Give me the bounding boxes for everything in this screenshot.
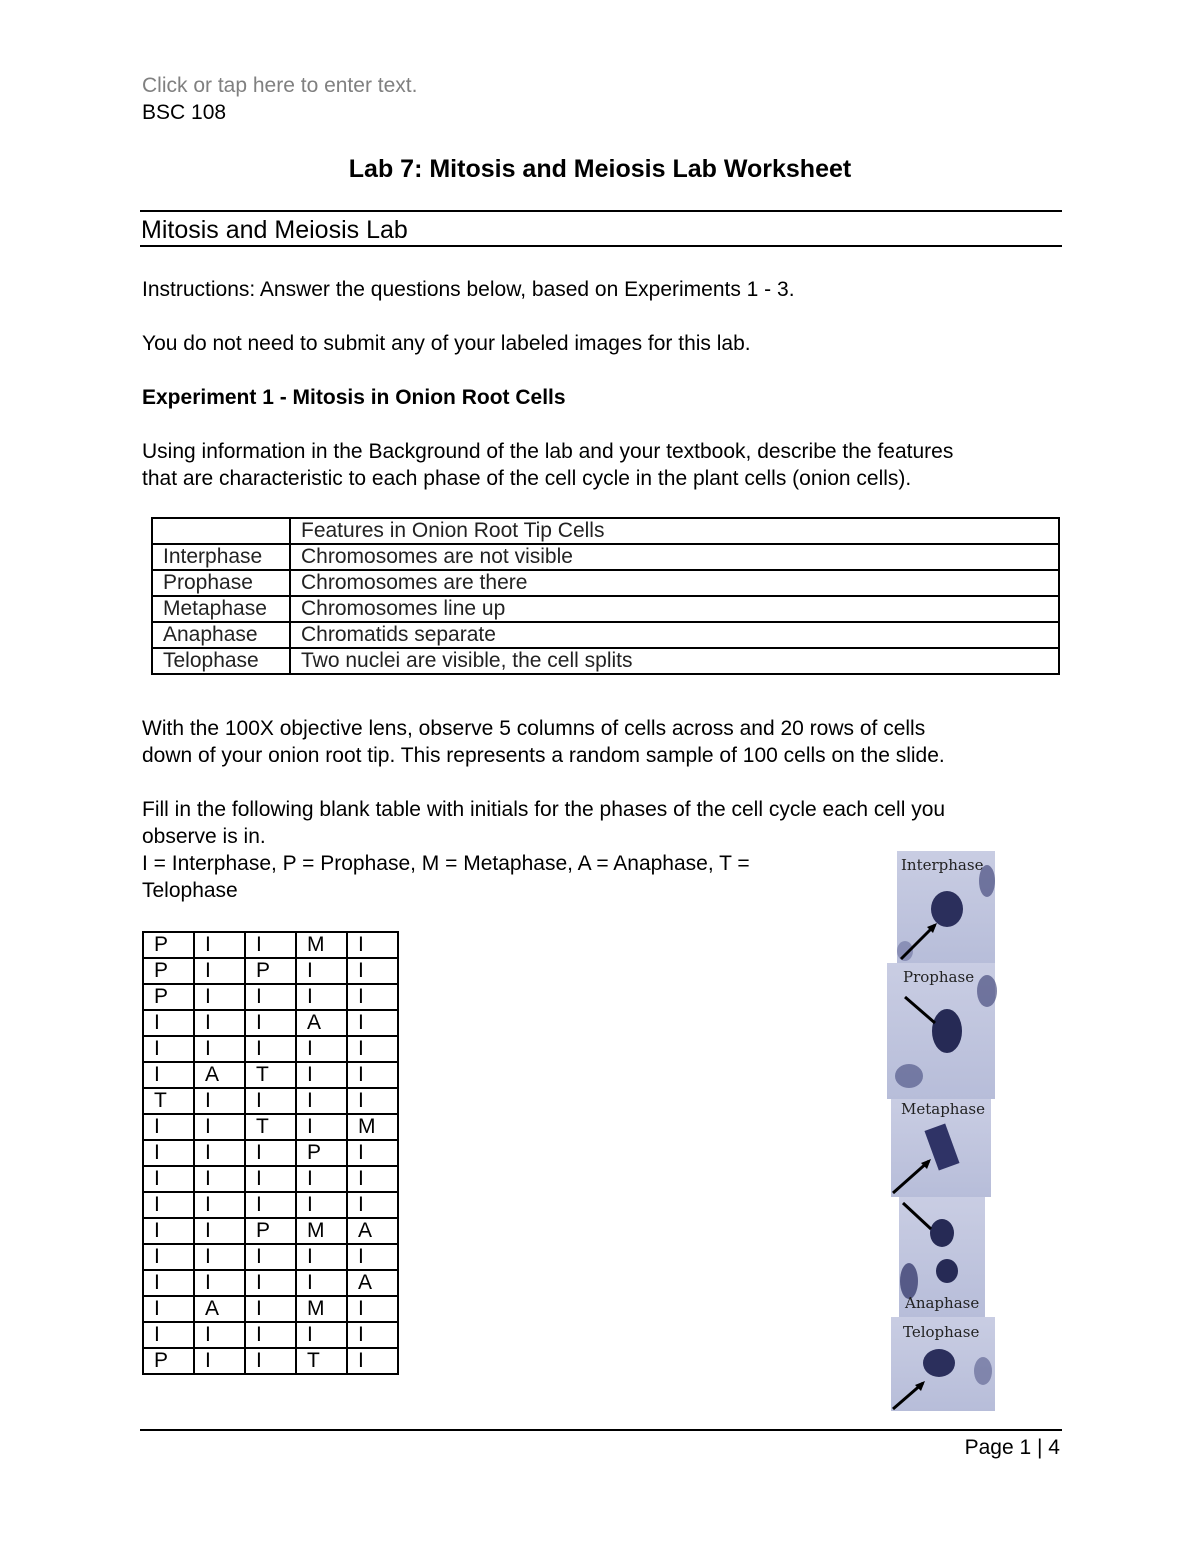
grid-cell[interactable]: I — [194, 1348, 245, 1374]
features-row — [152, 544, 1059, 570]
grid-cell[interactable]: I — [245, 1192, 296, 1218]
grid-cell[interactable]: I — [194, 1114, 245, 1140]
phase-name: Prophase — [152, 570, 290, 596]
phase-feature[interactable]: Chromatids separate — [290, 622, 1059, 648]
grid-cell[interactable]: I — [194, 1244, 245, 1270]
grid-cell[interactable]: P — [143, 958, 194, 984]
telophase-nucleus — [923, 1349, 955, 1377]
cell-observation-grid — [142, 931, 399, 1375]
grid-cell[interactable]: I — [245, 984, 296, 1010]
grid-cell[interactable]: I — [194, 1270, 245, 1296]
grid-cell[interactable]: P — [143, 932, 194, 958]
micrograph-label-telophase: Telophase — [903, 1323, 980, 1341]
grid-cell[interactable]: A — [194, 1296, 245, 1322]
section-top-rule — [140, 210, 1062, 212]
grid-cell[interactable]: I — [143, 1010, 194, 1036]
page-title: Lab 7: Mitosis and Meiosis Lab Worksheet — [348, 155, 852, 183]
anaphase-chromatids-top — [930, 1219, 954, 1247]
micrograph-label-anaphase: Anaphase — [905, 1294, 980, 1312]
grid-row — [143, 1166, 398, 1192]
grid-cell[interactable]: I — [245, 1244, 296, 1270]
grid-row — [143, 1140, 398, 1166]
micrograph-label-interphase: Interphase — [901, 856, 984, 874]
grid-row — [143, 1062, 398, 1088]
grid-cell[interactable]: I — [347, 1140, 398, 1166]
features-row — [152, 648, 1059, 674]
grid-cell[interactable]: M — [347, 1114, 398, 1140]
grid-cell[interactable]: I — [296, 1036, 347, 1062]
grid-cell[interactable]: I — [296, 984, 347, 1010]
grid-cell[interactable]: I — [143, 1218, 194, 1244]
phase-name: Interphase — [152, 544, 290, 570]
grid-cell[interactable]: A — [194, 1062, 245, 1088]
grid-cell[interactable]: I — [194, 1322, 245, 1348]
grid-cell[interactable]: I — [296, 1322, 347, 1348]
grid-cell[interactable]: I — [296, 1192, 347, 1218]
section-bottom-rule — [140, 245, 1062, 247]
phase-legend-line-1: I = Interphase, P = Prophase, M = Metaphase, A = Anaphase, T = — [142, 852, 750, 875]
grid-cell[interactable]: A — [347, 1270, 398, 1296]
section-title: Mitosis and Meiosis Lab — [141, 216, 408, 244]
grid-row — [143, 1348, 398, 1374]
grid-row — [143, 1088, 398, 1114]
grid-cell[interactable]: I — [194, 1218, 245, 1244]
grid-cell[interactable]: I — [245, 1010, 296, 1036]
grid-cell[interactable]: M — [296, 1296, 347, 1322]
grid-cell[interactable]: I — [347, 1036, 398, 1062]
phase-name: Telophase — [152, 648, 290, 674]
grid-cell[interactable]: I — [347, 1296, 398, 1322]
grid-row — [143, 1296, 398, 1322]
grid-cell[interactable]: P — [143, 1348, 194, 1374]
interphase-nucleus — [931, 891, 963, 927]
grid-cell[interactable]: I — [245, 1322, 296, 1348]
grid-cell[interactable]: I — [245, 1140, 296, 1166]
grid-cell[interactable]: I — [194, 1010, 245, 1036]
phase-name: Metaphase — [152, 596, 290, 622]
phase-feature[interactable]: Chromosomes line up — [290, 596, 1059, 622]
grid-cell[interactable]: P — [143, 984, 194, 1010]
micrograph-label-prophase: Prophase — [903, 968, 975, 986]
grid-cell[interactable]: I — [143, 1270, 194, 1296]
grid-row — [143, 1244, 398, 1270]
grid-cell[interactable]: I — [143, 1036, 194, 1062]
grid-cell[interactable]: P — [245, 958, 296, 984]
grid-cell[interactable]: I — [194, 932, 245, 958]
grid-cell[interactable]: I — [194, 1140, 245, 1166]
grid-row — [143, 1322, 398, 1348]
features-header[interactable]: Features in Onion Root Tip Cells — [290, 518, 1059, 544]
prophase-nucleus — [932, 1009, 962, 1053]
grid-cell[interactable]: I — [296, 1088, 347, 1114]
grid-cell[interactable]: M — [296, 1218, 347, 1244]
grid-cell[interactable]: I — [143, 1166, 194, 1192]
phase-name: Anaphase — [152, 622, 290, 648]
question-line-1: Using information in the Background of the lab and your textbook, describe the features — [142, 440, 954, 463]
grid-row — [143, 1218, 398, 1244]
grid-row — [143, 1192, 398, 1218]
grid-cell[interactable]: I — [245, 932, 296, 958]
grid-row — [143, 932, 398, 958]
grid-cell[interactable]: T — [245, 1114, 296, 1140]
grid-cell[interactable]: I — [347, 1244, 398, 1270]
phase-legend-line-2: Telophase — [142, 879, 238, 902]
phase-feature[interactable]: Two nuclei are visible, the cell splits — [290, 648, 1059, 674]
features-row — [152, 596, 1059, 622]
grid-cell[interactable]: T — [245, 1062, 296, 1088]
grid-cell[interactable]: A — [296, 1010, 347, 1036]
grid-cell[interactable]: I — [245, 1166, 296, 1192]
grid-cell[interactable]: I — [143, 1062, 194, 1088]
grid-cell[interactable]: I — [347, 1010, 398, 1036]
no-submit-note: You do not need to submit any of your labeled images for this lab. — [142, 332, 751, 355]
fill-line-2: observe is in. — [142, 825, 266, 848]
grid-cell[interactable]: I — [296, 1244, 347, 1270]
grid-cell[interactable]: I — [245, 1348, 296, 1374]
grid-cell[interactable]: P — [296, 1140, 347, 1166]
page-number: Page 1 | 4 — [964, 1436, 1060, 1459]
grid-cell[interactable]: I — [143, 1140, 194, 1166]
micrograph-label-metaphase: Metaphase — [901, 1100, 985, 1118]
grid-cell[interactable]: I — [245, 1088, 296, 1114]
grid-cell[interactable]: I — [194, 958, 245, 984]
grid-cell[interactable]: T — [143, 1088, 194, 1114]
observe-line-1: With the 100X objective lens, observe 5 columns of cells across and 20 rows of cells — [142, 717, 926, 740]
grid-cell[interactable]: I — [296, 1114, 347, 1140]
grid-row — [143, 958, 398, 984]
phase-feature[interactable]: Chromosomes are there — [290, 570, 1059, 596]
grid-cell[interactable]: I — [296, 1166, 347, 1192]
grid-row — [143, 1036, 398, 1062]
grid-cell[interactable]: I — [194, 1088, 245, 1114]
features-row — [152, 570, 1059, 596]
grid-cell[interactable]: I — [245, 1270, 296, 1296]
text-placeholder[interactable]: Click or tap here to enter text. — [142, 74, 418, 97]
grid-row — [143, 1270, 398, 1296]
grid-cell[interactable]: T — [296, 1348, 347, 1374]
grid-cell[interactable]: I — [245, 1036, 296, 1062]
grid-cell[interactable]: M — [296, 932, 347, 958]
grid-cell[interactable]: I — [143, 1322, 194, 1348]
grid-cell[interactable]: I — [347, 958, 398, 984]
course-code: BSC 108 — [142, 101, 227, 124]
grid-cell[interactable]: I — [347, 1322, 398, 1348]
grid-row — [143, 1114, 398, 1140]
anaphase-chromatids-bottom — [936, 1259, 958, 1283]
grid-cell[interactable]: I — [347, 984, 398, 1010]
grid-row — [143, 984, 398, 1010]
grid-row — [143, 1010, 398, 1036]
observe-line-2: down of your onion root tip. This represents a random sample of 100 cells on the slide. — [142, 744, 945, 767]
grid-cell[interactable]: I — [143, 1192, 194, 1218]
features-header-row — [152, 518, 1059, 544]
experiment-1-heading: Experiment 1 - Mitosis in Onion Root Cells — [142, 386, 566, 409]
grid-cell[interactable]: I — [194, 984, 245, 1010]
grid-cell[interactable]: I — [347, 1062, 398, 1088]
features-table — [151, 517, 1060, 675]
grid-cell[interactable]: I — [194, 1192, 245, 1218]
grid-cell[interactable]: I — [143, 1244, 194, 1270]
micrograph-strip — [887, 851, 1007, 1411]
features-header-blank — [152, 518, 290, 544]
grid-cell[interactable]: P — [245, 1218, 296, 1244]
grid-cell[interactable]: I — [296, 1062, 347, 1088]
grid-cell[interactable]: I — [194, 1166, 245, 1192]
grid-cell[interactable]: I — [347, 1088, 398, 1114]
footer-rule — [140, 1429, 1062, 1431]
grid-cell[interactable]: I — [143, 1114, 194, 1140]
grid-cell[interactable]: I — [347, 1348, 398, 1374]
phase-feature[interactable]: Chromosomes are not visible — [290, 544, 1059, 570]
features-row — [152, 622, 1059, 648]
grid-cell[interactable]: I — [245, 1296, 296, 1322]
grid-cell[interactable]: I — [143, 1296, 194, 1322]
instructions-text: Instructions: Answer the questions below, based on Experiments 1 - 3. — [142, 278, 795, 301]
question-line-2: that are characteristic to each phase of the cell cycle in the plant cells (onion cells). — [142, 467, 912, 490]
grid-cell[interactable]: I — [296, 958, 347, 984]
grid-cell[interactable]: I — [347, 1166, 398, 1192]
grid-cell[interactable]: I — [347, 932, 398, 958]
grid-cell[interactable]: I — [347, 1192, 398, 1218]
grid-cell[interactable]: A — [347, 1218, 398, 1244]
fill-line-1: Fill in the following blank table with initials for the phases of the cell cycle each cell you — [142, 798, 946, 821]
grid-cell[interactable]: I — [296, 1270, 347, 1296]
grid-cell[interactable]: I — [194, 1036, 245, 1062]
